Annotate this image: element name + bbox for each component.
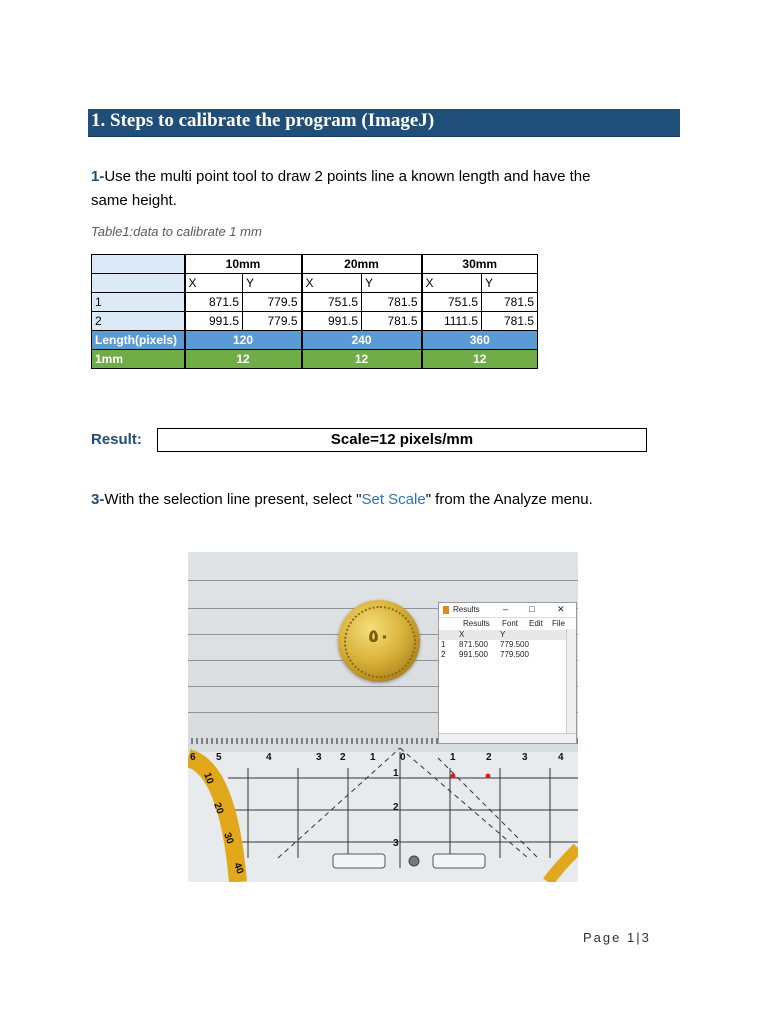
ruler-top-label: 1 — [370, 752, 376, 763]
results-titlebar[interactable] — [439, 603, 576, 618]
menu-file[interactable]: File — [552, 619, 565, 628]
cell-1-x-10mm: 871.5 — [185, 293, 243, 312]
mm-row-label: 1mm — [92, 350, 185, 369]
menu-results[interactable]: Results — [463, 619, 490, 628]
section-heading — [88, 109, 680, 137]
results-row-index: 2 — [441, 650, 446, 659]
page-number: 1 — [627, 930, 637, 945]
column-x[interactable]: X — [459, 630, 465, 639]
ruler-top-label: 5 — [216, 752, 222, 763]
cell-2-x-30mm: 1111.5 — [422, 312, 482, 331]
step-1-number: 1- — [91, 168, 105, 185]
paper-line — [188, 580, 578, 581]
step-1-text-line2: same height. — [91, 192, 177, 209]
cell-1-x-20mm: 751.5 — [302, 293, 362, 312]
vertical-scrollbar[interactable] — [566, 629, 576, 733]
results-menubar — [439, 618, 576, 630]
cell-2-y-10mm: 779.5 — [243, 312, 302, 331]
group-header-20mm: 20mm — [302, 255, 422, 274]
results-column-header — [439, 630, 576, 640]
table-row — [92, 293, 538, 312]
length-row-label: Length(pixels) — [92, 331, 185, 350]
maximize-button[interactable]: □ — [529, 604, 535, 614]
protractor-label: 10 — [201, 771, 216, 786]
imagej-icon — [443, 606, 449, 614]
length-30mm: 360 — [422, 331, 538, 350]
calibration-photo — [188, 552, 578, 882]
step-3-number: 3- — [91, 491, 105, 508]
page-label: Page — [583, 930, 622, 945]
table-axis-label-cell — [92, 274, 185, 293]
ruler-top-label: 6 — [190, 752, 196, 763]
result-label: Result: — [91, 431, 142, 448]
protractor-label: 40 — [231, 861, 246, 876]
column-y[interactable]: Y — [500, 630, 506, 639]
ruler-vertical-label: 3 — [393, 838, 399, 849]
section-heading-text: 1. Steps to calibrate the program (ImageJ) — [91, 110, 435, 131]
mm-30mm: 12 — [422, 350, 538, 369]
coin-text: ٥٠ — [368, 626, 390, 646]
table-axis-row — [92, 274, 538, 293]
results-row[interactable] — [439, 640, 576, 650]
mm-20mm: 12 — [302, 350, 422, 369]
results-row[interactable] — [439, 650, 576, 660]
cell-2-x-20mm: 991.5 — [302, 312, 362, 331]
ruler-vertical-label: 1 — [393, 768, 399, 779]
cell-1-y-10mm: 779.5 — [243, 293, 302, 312]
length-10mm: 120 — [185, 331, 302, 350]
protractor-label: 30 — [221, 831, 236, 846]
table-corner-cell — [92, 255, 185, 274]
table-caption: Table1:data to calibrate 1 mm — [91, 224, 262, 239]
ruler-image — [188, 738, 578, 882]
length-20mm: 240 — [302, 331, 422, 350]
axis-y-30mm: Y — [482, 274, 538, 293]
results-row-y: 779.500 — [500, 640, 529, 649]
results-title: Results — [453, 605, 480, 614]
axis-y-20mm: Y — [362, 274, 422, 293]
table-row — [92, 312, 538, 331]
ruler-top-label: 1 — [450, 752, 456, 763]
calibration-table — [91, 254, 538, 369]
horizontal-scrollbar[interactable] — [439, 733, 576, 743]
results-window[interactable] — [438, 602, 577, 744]
ruler-vertical-label: 2 — [393, 802, 399, 813]
cell-2-y-30mm: 781.5 — [482, 312, 538, 331]
step-1-paragraph — [91, 165, 590, 213]
table-header-row — [92, 255, 538, 274]
axis-y-10mm: Y — [243, 274, 302, 293]
row-label-2: 2 — [92, 312, 185, 331]
menu-font[interactable]: Font — [502, 619, 519, 628]
axis-x-10mm: X — [185, 274, 243, 293]
ruler-top-label: 3 — [522, 752, 528, 763]
cell-1-y-30mm: 781.5 — [482, 293, 538, 312]
cell-1-x-30mm: 751.5 — [422, 293, 482, 312]
close-button[interactable]: ✕ — [557, 604, 565, 614]
ruler-top-label: 4 — [266, 752, 272, 763]
cell-2-x-10mm: 991.5 — [185, 312, 243, 331]
step-3-text-post: " from the Analyze menu. — [425, 491, 593, 508]
results-row-index: 1 — [441, 640, 446, 649]
axis-x-30mm: X — [422, 274, 482, 293]
axis-x-20mm: X — [302, 274, 362, 293]
result-value-box: Scale=12 pixels/mm — [157, 428, 647, 452]
protractor-label: 20 — [211, 801, 226, 816]
results-row-x: 991.500 — [459, 650, 488, 659]
length-row — [92, 331, 538, 350]
ruler-graphic — [188, 738, 578, 882]
ruler-top-label: 2 — [486, 752, 492, 763]
ruler-top-label: 2 — [340, 752, 346, 763]
results-row-x: 871.500 — [459, 640, 488, 649]
minimize-button[interactable]: – — [503, 604, 509, 614]
menu-edit[interactable]: Edit — [529, 619, 543, 628]
group-header-10mm: 10mm — [185, 255, 302, 274]
results-row-y: 779.500 — [500, 650, 529, 659]
ruler-top-label: 3 — [316, 752, 322, 763]
row-label-1: 1 — [92, 293, 185, 312]
cell-1-y-20mm: 781.5 — [362, 293, 422, 312]
mm-10mm: 12 — [185, 350, 302, 369]
set-scale-link[interactable]: Set Scale — [361, 491, 426, 508]
page-total: 3 — [641, 930, 651, 945]
ruler-top-label: 4 — [558, 752, 564, 763]
page-footer: Page 1|3 — [583, 930, 651, 945]
cell-2-y-20mm: 781.5 — [362, 312, 422, 331]
mm-row — [92, 350, 538, 369]
group-header-30mm: 30mm — [422, 255, 538, 274]
coin-image — [338, 600, 420, 682]
step-3-text-pre: With the selection line present, select " — [104, 491, 362, 508]
step-1-text-line1: Use the multi point tool to draw 2 points line a known length and have the — [104, 168, 591, 185]
step-3-paragraph — [91, 488, 593, 512]
ruler-top-label: 0 — [400, 752, 406, 763]
